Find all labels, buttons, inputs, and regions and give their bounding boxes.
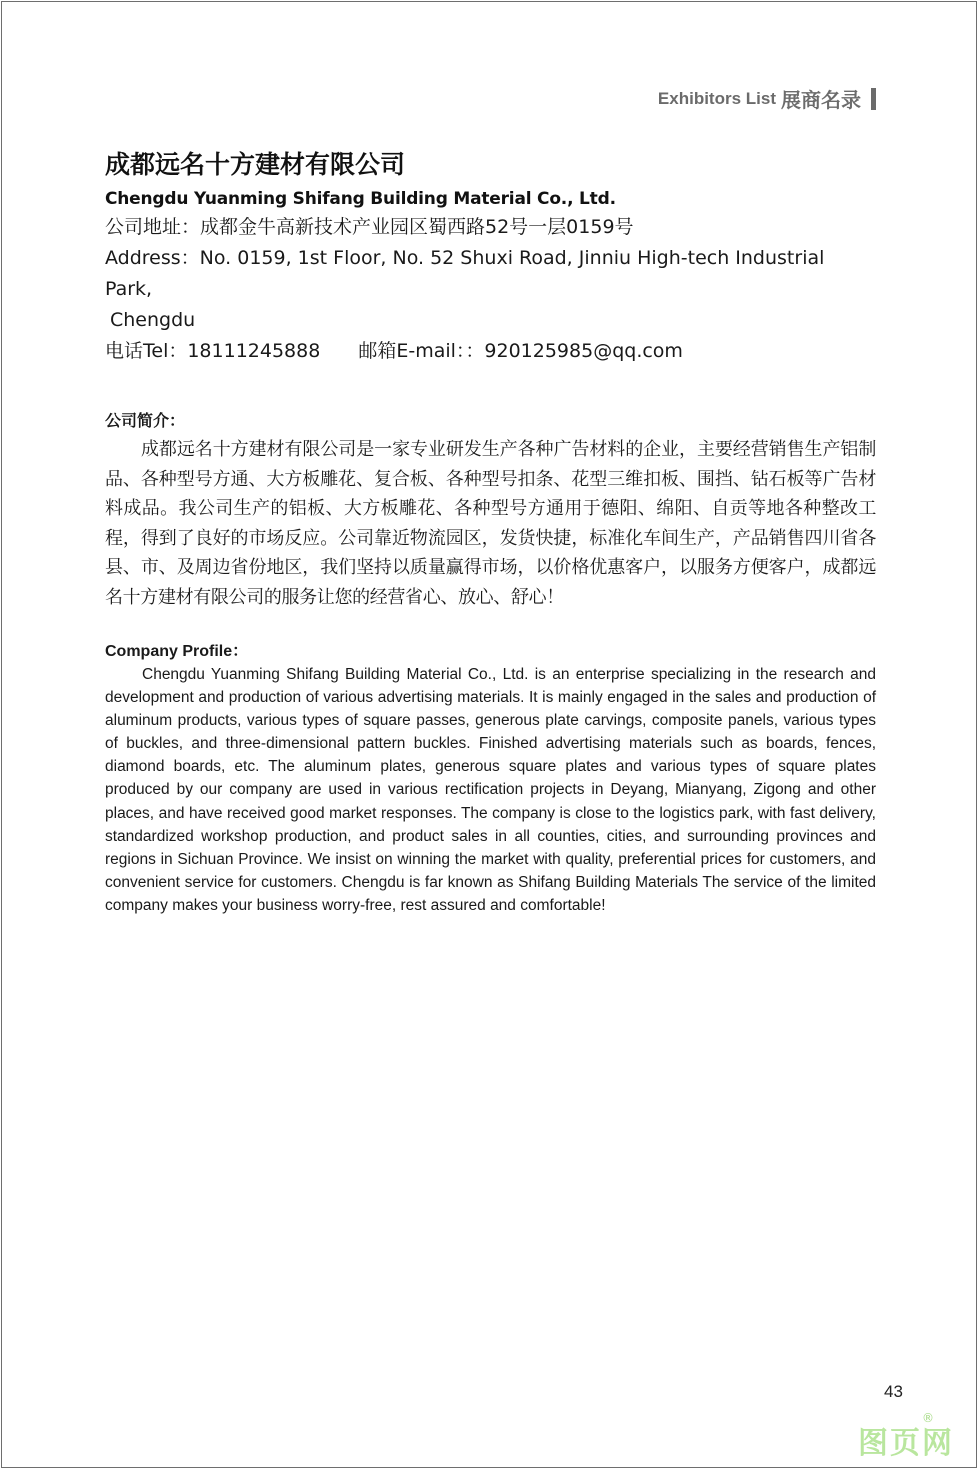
contact-info [105, 212, 876, 367]
contact-row [105, 336, 876, 367]
email: 邮箱E-mail：：920125985@qq.com [358, 340, 683, 362]
company-name-en: Chengdu Yuanming Shifang Building Material Co., Ltd. [105, 189, 616, 209]
profile-en-body: Chengdu Yuanming Shifang Building Material Co., Ltd. is an enterprise specializing in the research and development and production of various advertising materials. It is mainly engaged in the sales and production of aluminum products, various types of square passes, generous plate carvings, composite panels, various types of buckles, and three-dimensional pattern buckles. Finished advertising materials such as boards, fences, diamond boards, etc. The aluminum plates, generous square plates and various types of square plates produced by our company are used in various rectification projects in Deyang, Mianyang, Zigong and other places, and have received good market responses. The company is close to the logistics park, with fast delivery, standardized workshop production, and product sales in all counties, cities, and surrounding provinces and regions in Sichuan Province. We insist on winning the market with quality, preferential prices for customers, and convenient service for customers. Chengdu is far known as Shifang Building Materials The service of the limited company makes your business worry-free, rest assured and comfortable! [105, 666, 876, 914]
company-entry [105, 148, 876, 917]
header-bar [871, 88, 876, 110]
phone: 电话Tel：18111245888 [105, 340, 321, 362]
registered-mark: ® [922, 1411, 936, 1425]
company-name-cn: 成都远名十方建材有限公司 [105, 150, 406, 179]
page-header [658, 84, 876, 113]
profile-cn-title: 公司简介： [105, 411, 186, 430]
header-cn-title: 展商名录 [781, 88, 861, 112]
profile-en-title: Company Profile： [105, 643, 249, 660]
profile-cn-body: 成都远名十方建材有限公司是一家专业研发生产各种广告材料的企业，主要经营销售生产铝制品、各种型号方通、大方板雕花、复合板、各种型号扣条、花型三维扣板、围挡、钻石板等广告材料成品。我公司生产的铝板、大方板雕花、各种型号方通用于德阳、绵阳、自贡等地各种整改工程，得到了良好的市场反应。公司靠近物流园区，发货快捷，标准化车间生产，产品销售四川省各县、市、及周边省份地区，我们坚持以质量赢得市场，以价格优惠客户，以服务方便客户，成都远名十方建材有限公司的服务让您的经营省心、放心、舒心！ [105, 439, 876, 608]
address-cn: 公司地址：成都金牛高新技术产业园区蜀西路52号一层0159号 [105, 216, 634, 238]
address-en-line2: Chengdu [110, 309, 196, 331]
address-en-line1: Address：No. 0159, 1st Floor, No. 52 Shuxi Road, Jinniu High-tech Industrial Park, [105, 247, 825, 300]
watermark-logo [858, 1411, 954, 1462]
page-number: 43 [884, 1382, 903, 1401]
watermark-text: 图页网 [858, 1426, 954, 1461]
header-en-title: Exhibitors List [657, 88, 776, 108]
